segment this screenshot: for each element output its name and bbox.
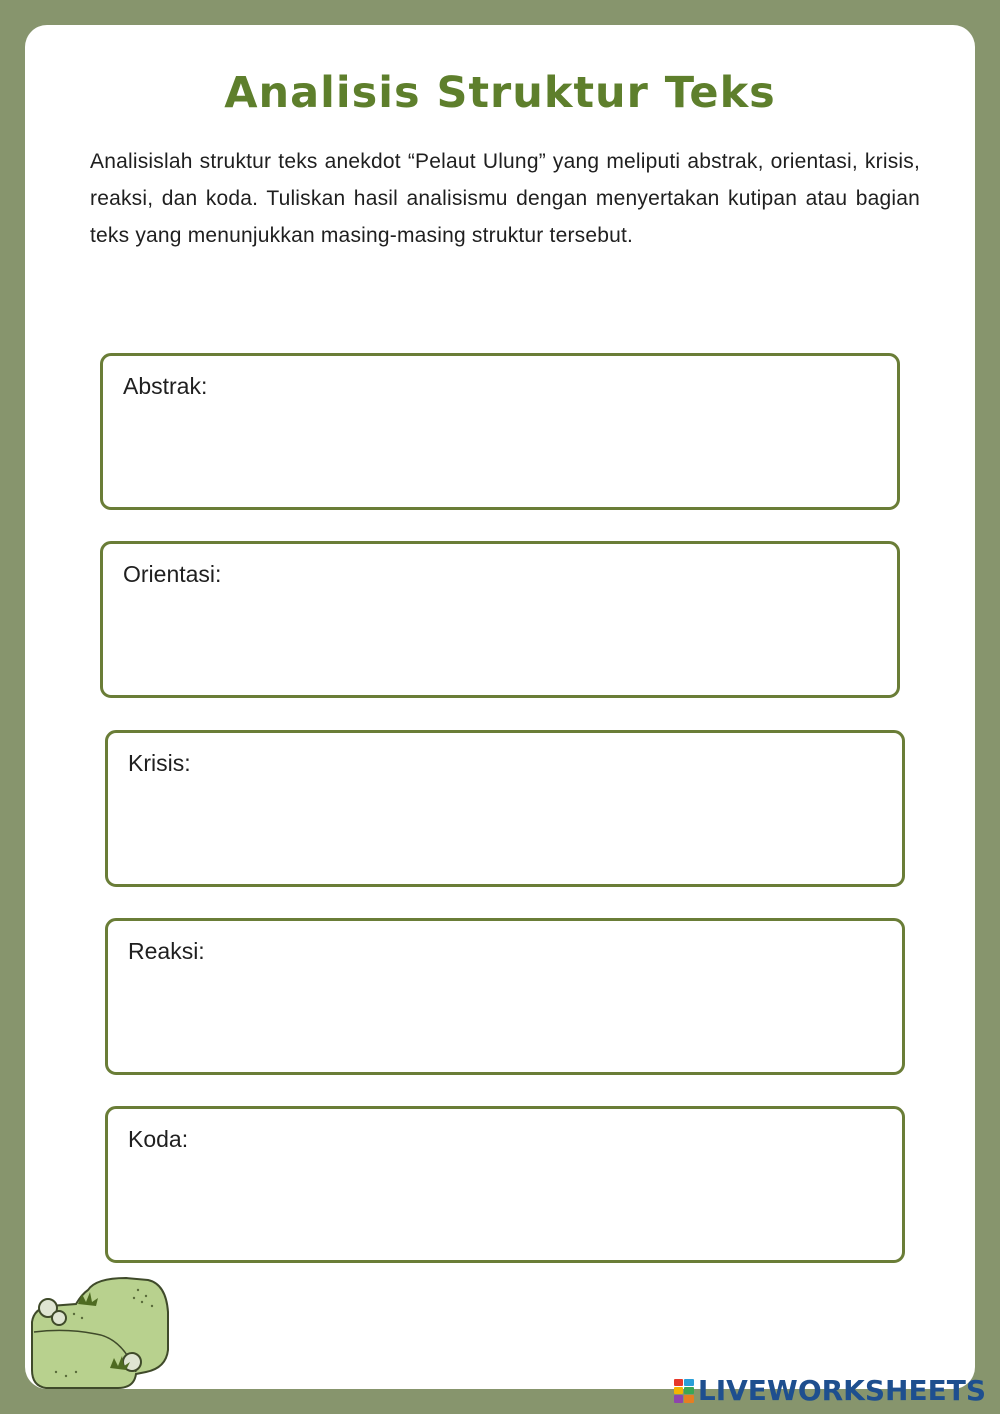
answer-box-abstrak[interactable] xyxy=(100,353,900,510)
answer-box-koda[interactable] xyxy=(105,1106,905,1263)
answer-box-label: Abstrak: xyxy=(123,373,208,399)
answer-box-label: Reaksi: xyxy=(128,938,205,964)
answer-input-reaksi[interactable] xyxy=(128,973,882,1058)
liveworksheets-logo-text: LIVEWORKSHEETS xyxy=(697,1374,986,1407)
answer-box-label: Orientasi: xyxy=(123,561,222,587)
grass-mound-decoration-icon xyxy=(26,1272,176,1392)
instructions-text: Analisislah struktur teks anekdot “Pelaut Ulung” yang meliputi abstrak, orientasi, krisis, reaksi, dan koda. Tuliskan hasil analisismu dengan menyertakan kutipan atau bagian teks yang menunjukkan masing-masing struktur tersebut. xyxy=(90,150,920,247)
liveworksheets-blocks-icon xyxy=(674,1379,694,1403)
answer-input-abstrak[interactable] xyxy=(123,408,877,493)
answer-input-orientasi[interactable] xyxy=(123,596,877,681)
answer-box-label: Krisis: xyxy=(128,750,191,776)
answer-input-koda[interactable] xyxy=(128,1161,882,1246)
worksheet-title: Analisis Struktur Teks xyxy=(224,68,776,118)
answer-box-krisis[interactable] xyxy=(105,730,905,887)
answer-box-label: Koda: xyxy=(128,1126,189,1152)
answer-box-reaksi[interactable] xyxy=(105,918,905,1075)
liveworksheets-logo xyxy=(674,1374,986,1407)
answer-box-orientasi[interactable] xyxy=(100,541,900,698)
answer-input-krisis[interactable] xyxy=(128,785,882,870)
